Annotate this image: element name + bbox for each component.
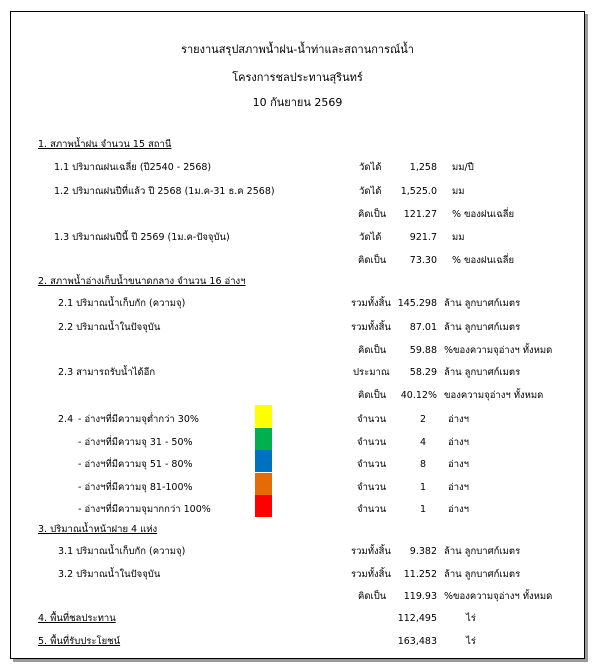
level-row-label: - อ่างฯที่มีความจุมากกว่า 100% (78, 504, 211, 515)
weir-cur-key: รวมทั้งสิ้น (351, 569, 391, 580)
reservoir-heading: 2. สภาพน้ำอ่างเก็บน้ำขนาดกลาง จำนวน 16 อ่างฯ (38, 276, 246, 287)
rain-avg-label: 1.1 ปริมาณฝนเฉลี่ย (ปี2540 - 2568) (54, 162, 212, 173)
reservoir-cap-key: รวมทั้งสิ้น (351, 298, 391, 309)
report-frame (10, 11, 585, 659)
project-name: โครงการชลประทานสุรินทร์ (232, 71, 363, 84)
reservoir-more-unit: ล้าน ลูกบาศก์เมตร (444, 367, 521, 378)
benefit-area-label: 5. พื้นที่รับประโยชน์ (38, 636, 121, 647)
rain-this-value: 921.7 (409, 232, 437, 243)
reservoir-more-label: 2.3 สามารถรับน้ำได้อีก (58, 367, 156, 378)
level-row-label: - อ่างฯที่มีความจุ 51 - 80% (78, 459, 193, 470)
rain-last-unit: มม (452, 186, 465, 197)
weir-pct-key: คิดเป็น (358, 591, 387, 602)
level-swatch-above-100 (255, 495, 272, 517)
reservoir-more-key: ประมาณ (353, 367, 390, 378)
level-row-key: จำนวน (357, 482, 387, 493)
weir-heading: 3. ปริมาณน้ำหน้าฝาย 4 แห่ง (38, 524, 158, 535)
level-row-label: - อ่างฯที่มีความจุ 81-100% (78, 482, 193, 493)
level-swatch-below-30 (255, 405, 272, 427)
level-swatch-51-80 (255, 450, 272, 472)
reservoir-cur-label: 2.2 ปริมาณน้ำในปัจจุบัน (58, 322, 161, 333)
reservoir-cur-pct-key: คิดเป็น (358, 345, 387, 356)
weir-cur-value: 11.252 (403, 569, 437, 580)
benefit-area-value: 163,483 (397, 636, 437, 647)
irrigated-area-unit: ไร่ (466, 613, 476, 624)
level-row-count: 1 (419, 504, 426, 515)
weir-pct-value: 119.93 (403, 591, 437, 602)
level-row-unit: อ่างฯ (448, 414, 470, 425)
level-row-count: 8 (419, 459, 426, 470)
level-row-count: 2 (419, 414, 426, 425)
level-swatch-31-50 (255, 428, 272, 450)
rain-this-key: วัดได้ (359, 232, 382, 243)
weir-cap-value: 9.382 (409, 546, 437, 557)
level-row-count: 4 (419, 437, 426, 448)
weir-cur-unit: ล้าน ลูกบาศก์เมตร (444, 569, 521, 580)
rain-last-key: วัดได้ (359, 186, 382, 197)
level-row-count: 1 (419, 482, 426, 493)
level-row-unit: อ่างฯ (448, 459, 470, 470)
reservoir-cap-value: 145.298 (397, 298, 437, 309)
weir-cur-label: 3.2 ปริมาณน้ำในปัจจุบัน (58, 569, 161, 580)
rain-last-pct-unit: % ของฝนเฉลี่ย (452, 209, 515, 220)
rain-avg-key: วัดได้ (359, 162, 382, 173)
weir-cap-unit: ล้าน ลูกบาศก์เมตร (444, 546, 521, 557)
reservoir-cur-pct-value: 59.88 (409, 345, 437, 356)
level-row-key: จำนวน (357, 414, 387, 425)
weir-cap-key: รวมทั้งสิ้น (351, 546, 391, 557)
reservoir-more-pct-unit: ของความจุอ่างฯ ทั้งหมด (444, 390, 544, 401)
benefit-area-unit: ไร่ (466, 636, 476, 647)
rain-last-value: 1,525.0 (400, 186, 437, 197)
weir-pct-unit: %ของความจุอ่างฯ ทั้งหมด (444, 591, 553, 602)
level-row-label: - อ่างฯที่มีความจุ 31 - 50% (78, 437, 193, 448)
level-row-unit: อ่างฯ (448, 437, 470, 448)
level-row-unit: อ่างฯ (448, 504, 470, 515)
irrigated-area-value: 112,495 (397, 613, 437, 624)
report-date: 10 กันยายน 2569 (252, 96, 343, 109)
reservoir-cur-key: รวมทั้งสิ้น (351, 322, 391, 333)
level-row-unit: อ่างฯ (448, 482, 470, 493)
rain-this-label: 1.3 ปริมาณฝนปีนี้ ปี 2569 (1ม.ค-ปัจจุบัน) (54, 232, 230, 243)
rain-last-pct-key: คิดเป็น (358, 209, 387, 220)
rain-avg-unit: มม/ปี (452, 162, 474, 173)
level-row-key: จำนวน (357, 437, 387, 448)
levels-number: 2.4 (58, 414, 74, 425)
reservoir-more-pct-key: คิดเป็น (358, 390, 387, 401)
weir-cap-label: 3.1 ปริมาณน้ำเก็บกัก (ความจุ) (58, 546, 186, 557)
rain-this-pct-unit: % ของฝนเฉลี่ย (452, 255, 515, 266)
level-row-label: - อ่างฯที่มีความจุต่ำกว่า 30% (78, 414, 199, 425)
reservoir-cur-value: 87.01 (409, 322, 437, 333)
reservoir-cap-unit: ล้าน ลูกบาศก์เมตร (444, 298, 521, 309)
irrigated-area-label: 4. พื้นที่ชลประทาน (38, 613, 116, 624)
report-title: รายงานสรุปสภาพน้ำฝน-น้ำท่าและสถานการณ์น้ำ (181, 43, 414, 56)
rain-this-pct-key: คิดเป็น (358, 255, 387, 266)
rain-avg-value: 1,258 (409, 162, 437, 173)
reservoir-cur-pct-unit: %ของความจุอ่างฯ ทั้งหมด (444, 345, 553, 356)
reservoir-cap-label: 2.1 ปริมาณน้ำเก็บกัก (ความจุ) (58, 298, 186, 309)
rain-this-unit: มม (452, 232, 465, 243)
rain-last-label: 1.2 ปริมาณฝนปีที่แล้ว ปี 2568 (1ม.ค-31 ธ.ค 2568) (54, 186, 275, 197)
level-row-key: จำนวน (357, 459, 387, 470)
rain-this-pct-value: 73.30 (409, 255, 437, 266)
level-swatch-81-100 (255, 473, 272, 495)
reservoir-more-pct-value: 40.12% (400, 390, 437, 401)
rain-heading: 1. สภาพน้ำฝน จำนวน 15 สถานี (38, 139, 172, 150)
reservoir-more-value: 58.29 (409, 367, 437, 378)
level-row-key: จำนวน (357, 504, 387, 515)
rain-last-pct-value: 121.27 (403, 209, 437, 220)
reservoir-cur-unit: ล้าน ลูกบาศก์เมตร (444, 322, 521, 333)
